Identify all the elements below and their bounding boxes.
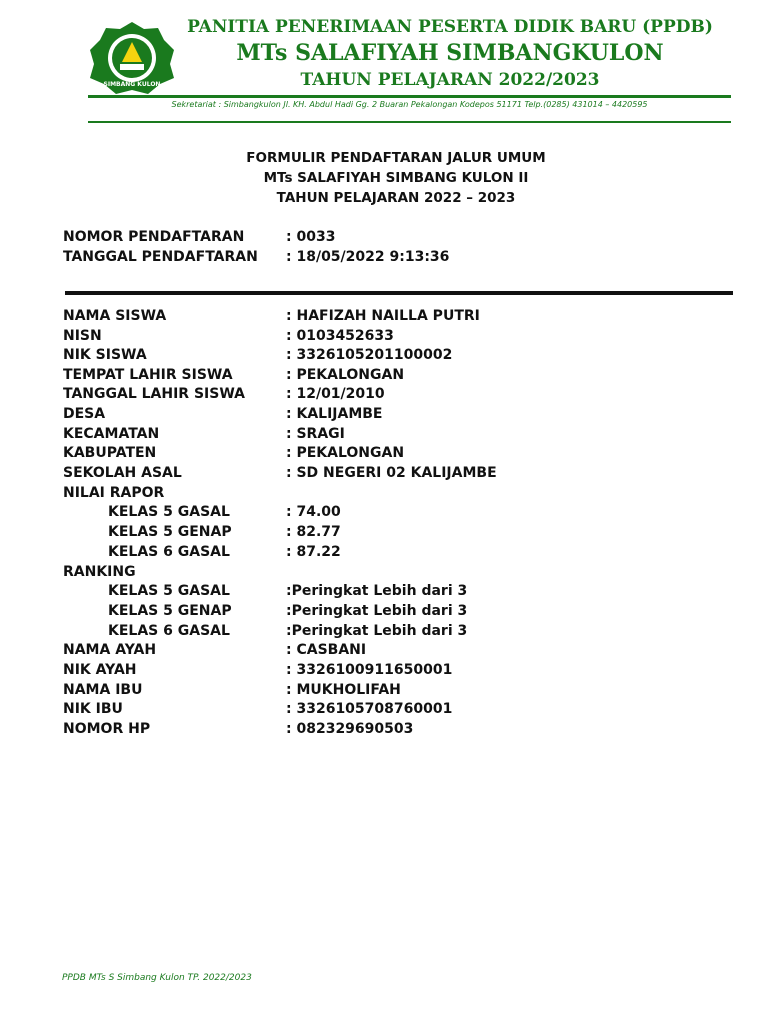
section-label: RANKING bbox=[63, 564, 136, 580]
field-value: : 12/01/2010 bbox=[286, 386, 385, 402]
field-label: TEMPAT LAHIR SISWA bbox=[63, 367, 233, 383]
field-value: : 3326100911650001 bbox=[286, 662, 453, 678]
section-divider bbox=[65, 291, 733, 295]
field-label: SEKOLAH ASAL bbox=[63, 465, 182, 481]
field-label: NAMA IBU bbox=[63, 682, 143, 698]
field-label: KELAS 5 GASAL bbox=[108, 504, 230, 520]
student-row bbox=[63, 328, 733, 347]
student-row bbox=[63, 662, 733, 681]
student-row bbox=[63, 445, 733, 464]
field-value: : SD NEGERI 02 KALIJAMBE bbox=[286, 465, 497, 481]
field-label: TANGGAL LAHIR SISWA bbox=[63, 386, 245, 402]
field-value: : PEKALONGAN bbox=[286, 367, 405, 383]
field-value: : HAFIZAH NAILLA PUTRI bbox=[286, 308, 480, 324]
field-label: NAMA AYAH bbox=[63, 642, 157, 658]
student-row bbox=[63, 465, 733, 484]
form-year: TAHUN PELAJARAN 2022 – 2023 bbox=[276, 190, 516, 206]
field-label: NIK SISWA bbox=[63, 347, 147, 363]
field-value: : KALIJAMBE bbox=[286, 406, 383, 422]
field-label: DESA bbox=[63, 406, 106, 422]
form-school: MTs SALAFIYAH SIMBANG KULON II bbox=[263, 170, 529, 186]
field-value: :Peringkat Lebih dari 3 bbox=[286, 603, 468, 619]
student-row bbox=[63, 544, 733, 563]
student-row bbox=[63, 701, 733, 720]
student-row bbox=[63, 485, 733, 504]
field-label: KELAS 6 GASAL bbox=[108, 544, 230, 560]
field-label: NIK IBU bbox=[63, 701, 123, 717]
field-value: : 18/05/2022 9:13:36 bbox=[286, 249, 450, 265]
secretariat-address: Sekretariat : Simbangkulon Jl. KH. Abdul Hadi Gg. 2 Buaran Pekalongan Kodepos 51171 Telp.(0285) 431014 – 4420595 bbox=[171, 100, 648, 109]
student-row bbox=[63, 347, 733, 366]
student-row bbox=[63, 386, 733, 405]
registration-row bbox=[63, 249, 733, 268]
field-value: :Peringkat Lebih dari 3 bbox=[286, 623, 468, 639]
school-name: MTs SALAFIYAH SIMBANGKULON bbox=[236, 40, 664, 66]
field-label: NOMOR PENDAFTARAN bbox=[63, 229, 245, 245]
student-row bbox=[63, 721, 733, 740]
student-row bbox=[63, 603, 733, 622]
student-row bbox=[63, 623, 733, 642]
committee-title: PANITIA PENERIMAAN PESERTA DIDIK BARU (PPDB) bbox=[187, 17, 713, 37]
registration-row bbox=[63, 229, 733, 248]
student-row bbox=[63, 406, 733, 425]
student-row bbox=[63, 564, 733, 583]
field-value: : 0103452633 bbox=[286, 328, 394, 344]
field-value: : MUKHOLIFAH bbox=[286, 682, 401, 698]
field-label: NISN bbox=[63, 328, 102, 344]
field-label: KELAS 5 GENAP bbox=[108, 524, 232, 540]
field-label: KELAS 5 GASAL bbox=[108, 583, 230, 599]
field-value: : 3326105708760001 bbox=[286, 701, 453, 717]
field-value: : 74.00 bbox=[286, 504, 341, 520]
header-divider-top bbox=[88, 95, 731, 98]
field-label: KECAMATAN bbox=[63, 426, 160, 442]
field-value: : PEKALONGAN bbox=[286, 445, 405, 461]
page-footer: PPDB MTs S Simbang Kulon TP. 2022/2023 bbox=[62, 973, 252, 983]
student-row bbox=[63, 367, 733, 386]
field-value: : 87.22 bbox=[286, 544, 341, 560]
field-value: : 82.77 bbox=[286, 524, 341, 540]
student-row bbox=[63, 504, 733, 523]
field-value: : 082329690503 bbox=[286, 721, 414, 737]
field-value: : 3326105201100002 bbox=[286, 347, 453, 363]
field-value: : 0033 bbox=[286, 229, 336, 245]
student-row bbox=[63, 682, 733, 701]
field-label: NIK AYAH bbox=[63, 662, 137, 678]
student-row bbox=[63, 308, 733, 327]
field-label: KELAS 5 GENAP bbox=[108, 603, 232, 619]
svg-text:SIMBANG KULON: SIMBANG KULON bbox=[103, 81, 161, 88]
header-divider-bottom bbox=[88, 121, 731, 123]
field-label: NOMOR HP bbox=[63, 721, 151, 737]
field-label: KELAS 6 GASAL bbox=[108, 623, 230, 639]
student-row bbox=[63, 426, 733, 445]
field-label: NAMA SISWA bbox=[63, 308, 167, 324]
school-logo bbox=[86, 20, 178, 96]
field-value: :Peringkat Lebih dari 3 bbox=[286, 583, 468, 599]
student-row bbox=[63, 524, 733, 543]
student-row bbox=[63, 642, 733, 661]
field-value: : SRAGI bbox=[286, 426, 345, 442]
student-row bbox=[63, 583, 733, 602]
academic-year: TAHUN PELAJARAN 2022/2023 bbox=[300, 70, 600, 90]
field-label: KABUPATEN bbox=[63, 445, 157, 461]
form-title: FORMULIR PENDAFTARAN JALUR UMUM bbox=[246, 150, 546, 166]
section-label: NILAI RAPOR bbox=[63, 485, 165, 501]
field-label: TANGGAL PENDAFTARAN bbox=[63, 249, 258, 265]
field-value: : CASBANI bbox=[286, 642, 367, 658]
